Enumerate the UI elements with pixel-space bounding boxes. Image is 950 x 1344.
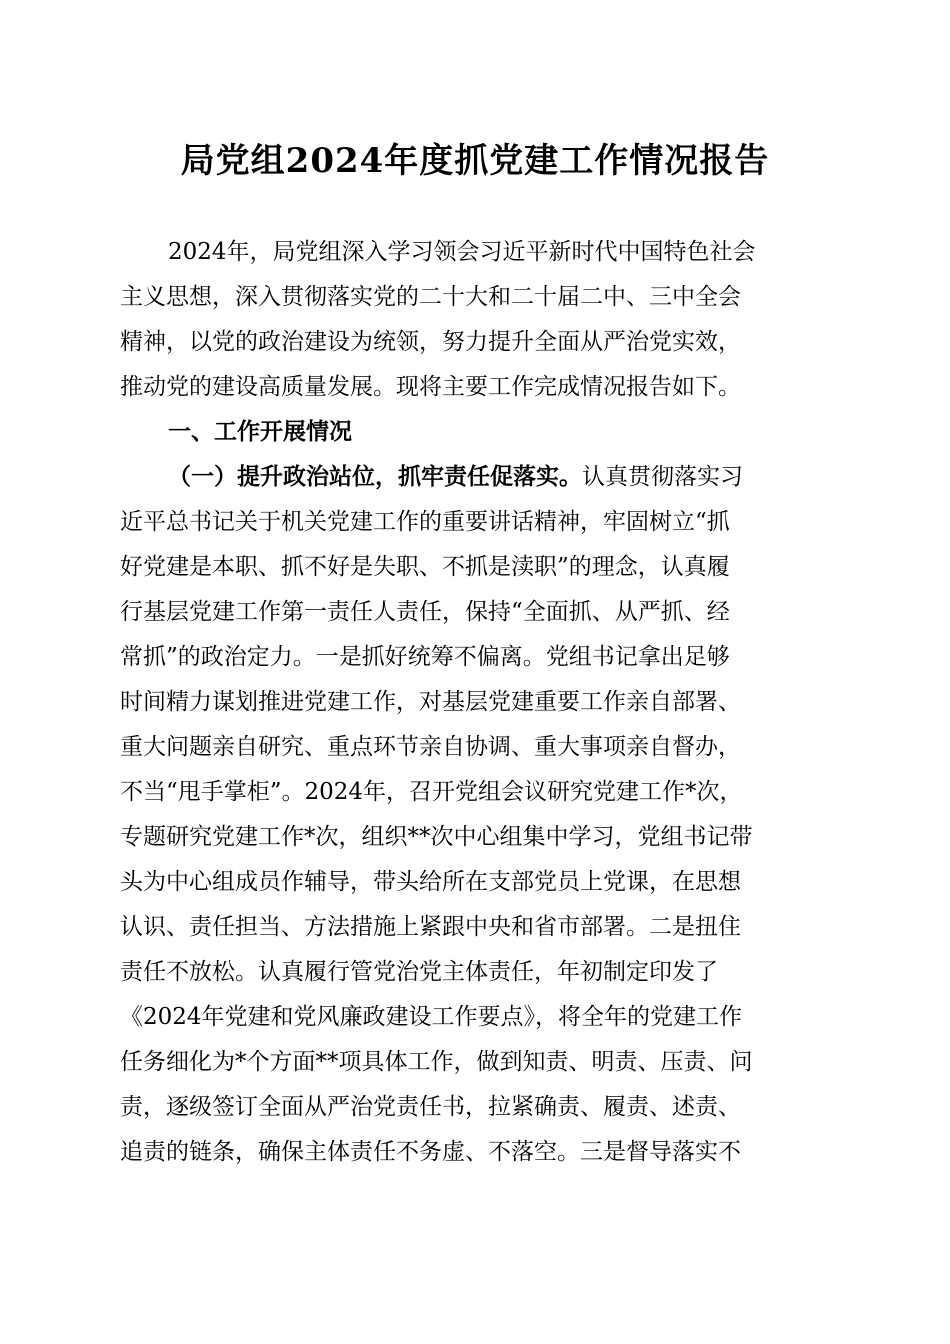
body-line: 责，逐级签订全面从严治党责任书，拉紧确责、履责、述责、	[120, 1094, 741, 1120]
body-line: 专题研究党建工作*次，组织**次中心组集中学习，党组书记带	[120, 824, 753, 850]
document-title: 局党组2024年度抓党建工作情况报告	[180, 141, 770, 181]
intro-line-1: 2024年，局党组深入学习领会习近平新时代中国特色社会	[168, 239, 756, 265]
body-line: 近平总书记关于机关党建工作的重要讲话精神，牢固树立“抓	[120, 509, 730, 535]
section-heading: 一、工作开展情况	[168, 419, 352, 445]
body-line: 任务细化为*个方面**项具体工作，做到知责、明责、压责、问	[120, 1049, 753, 1075]
body-line: 头为中心组成员作辅导，带头给所在支部党员上党课，在思想	[120, 869, 741, 895]
body-line: 重大问题亲自研究、重点环节亲自协调、重大事项亲自督办，	[120, 734, 741, 760]
body-line: 常抓”的政治定力。一是抓好统筹不偏离。党组书记拿出足够	[120, 644, 730, 670]
intro-line-4: 推动党的建设高质量发展。现将主要工作完成情况报告如下。	[120, 374, 741, 400]
subsection-first-line-rest: 认真贯彻落实习	[582, 464, 743, 490]
body-line: 好党建是本职、抓不好是失职、不抓是渎职”的理念，认真履	[120, 554, 730, 580]
body-line: 《2024年党建和党风廉政建设工作要点》，将全年的党建工作	[120, 1004, 743, 1030]
body-line: 追责的链条，确保主体责任不务虚、不落空。三是督导落实不	[120, 1139, 741, 1165]
intro-line-3: 精神，以党的政治建设为统领，努力提升全面从严治党实效，	[120, 329, 741, 355]
body-line: 责任不放松。认真履行管党治党主体责任，年初制定印发了	[120, 959, 718, 985]
subsection-first-line	[168, 459, 743, 495]
body-line: 不当“甩手掌柜”。2024年，召开党组会议研究党建工作*次，	[120, 779, 743, 805]
body-line: 行基层党建工作第一责任人责任，保持“全面抓、从严抓、经	[120, 599, 730, 625]
body-line: 时间精力谋划推进党建工作，对基层党建重要工作亲自部署、	[120, 689, 741, 715]
subsection-lead: （一）提升政治站位，抓牢责任促落实。	[168, 463, 582, 490]
intro-line-2: 主义思想，深入贯彻落实党的二十大和二十届二中、三中全会	[120, 284, 741, 310]
body-line: 认识、责任担当、方法措施上紧跟中央和省市部署。二是扭住	[120, 914, 741, 940]
